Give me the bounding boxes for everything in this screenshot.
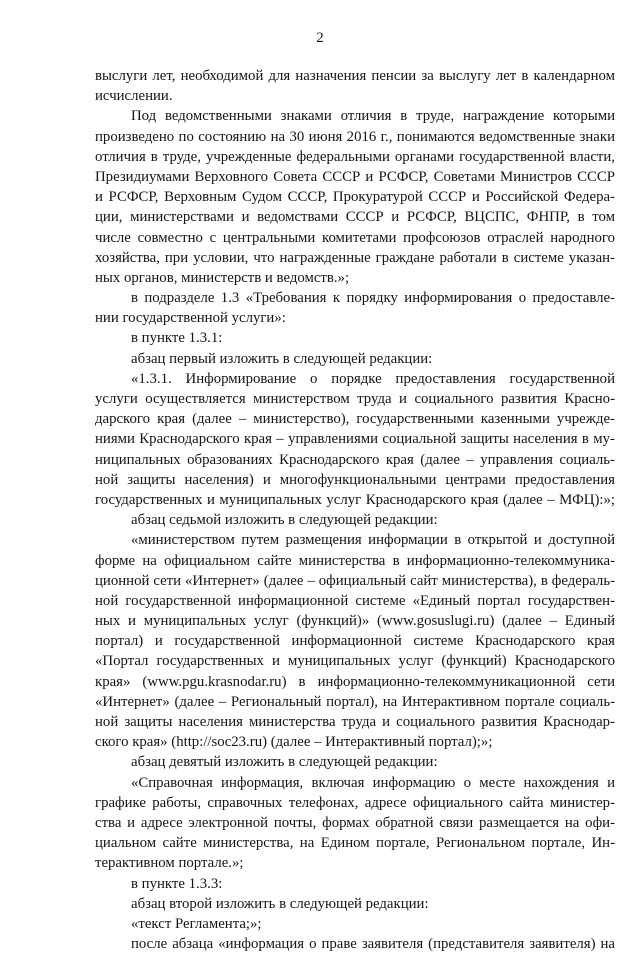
text-line: ниципальных образованиях Краснодарского края (далее – управления социаль- [95,451,615,468]
text-line: абзац первый изложить в следующей редакции: [131,350,433,367]
text-line: абзац второй изложить в следующей редакции: [131,895,429,912]
text-line: абзац седьмой изложить в следующей редакции: [131,512,438,529]
text-line: «министерством путем размещения информации в открытой и доступной [131,532,615,549]
text-line: в подразделе 1.3 «Требования к порядку информирования о предоставле- [131,290,615,307]
text-line: «Интернет» (далее – Региональный портал), на Интерактивном портале социаль- [95,693,615,710]
text-line: ной государственной информационной системе «Единый портал государствен- [95,592,615,609]
page-number: 2 [316,30,324,46]
text-line: услуги осуществляется министерством труда и социального развития Красно- [95,391,615,407]
text-line: отличия в труде, учрежденные федеральными органами государственной власти, [95,148,615,165]
text-line: ниями Краснодарского края – управлениями социальной защиты населения в му- [95,431,615,448]
text-line: государственных и муниципальных услуг Краснодарского края (далее – МФЦ):»; [95,491,615,508]
text-line: числе совместно с центральными комитетами профсоюзов отраслей народного [95,229,615,246]
text-line: и РСФСР, Верховным Судом СССР, Прокуратурой СССР и Российской Федера- [95,189,615,206]
text-line: хозяйства, при условии, что награжденные граждане работали в системе указан- [95,249,615,266]
text-line: терактивном портале.»; [95,855,244,872]
document-body [95,66,615,954]
text-line: произведено по состоянию на 30 июня 2016 г., понимаются ведомственные знаки [95,128,615,145]
text-line: циальном сайте министерства, на Едином портале, Региональном портале, Ин- [95,835,615,852]
text-line: «Портал государственных и муниципальных услуг (функций) Краснодарского [95,653,615,670]
text-line: края» (www.pgu.krasnodar.ru) в информационно-телекоммуникационной сети [95,673,615,690]
text-line: нии государственной услуги»: [95,310,286,327]
text-line: в пункте 1.3.1: [131,330,223,347]
text-line: ционной сети «Интернет» (далее – официальный сайт министерства), в федераль- [95,572,615,589]
text-line: ства и адресе электронной почты, формах обратной связи размещается на офи- [95,814,615,831]
text-line: «Справочная информация, включая информацию о месте нахождения и [131,774,615,791]
text-line: после абзаца «информация о праве заявителя (представителя заявителя) на [131,936,615,953]
text-line: выслуги лет, необходимой для назначения пенсии за выслугу лет в календарном [95,68,615,84]
text-line: Под ведомственными знаками отличия в труде, награждение которыми [131,108,615,125]
text-line: ции, министерствами и ведомствами СССР и РСФСР, ВЦСПС, ФНПР, в том [95,209,615,226]
text-line: Президиумами Верховного Совета СССР и РСФСР, Советами Министров СССР [95,168,615,185]
text-line: ского края» (http://soc23.ru) (далее – Интерактивный портал);»; [95,734,493,751]
text-line: форме на официальном сайте министерства в информационно-телекоммуника- [95,552,615,569]
text-line: ных органов, министерств и ведомств.»; [95,269,350,286]
text-line: в пункте 1.3.3: [131,875,223,892]
text-line: портал) и государственной информационной системе Краснодарского края [95,633,615,650]
text-line: «1.3.1. Информирование о порядке предоставления государственной [131,370,615,387]
text-line: ной защиты населения министерства труда и социального развития Краснодар- [95,714,615,730]
text-line: исчислении. [95,88,173,105]
text-line: ной защиты населения) и многофункциональными центрами предоставления [95,471,615,488]
text-line: дарского края (далее – министерство), государственными казенными учрежде- [95,411,615,428]
text-line: графике работы, справочных телефонах, адресе официального сайта министер- [95,794,615,811]
text-line: «текст Регламента;»; [131,915,262,932]
text-line: абзац девятый изложить в следующей редакции: [131,754,438,771]
text-line: ных и муниципальных услуг (функций)» (www.gosuslugi.ru) (далее – Единый [95,613,615,630]
